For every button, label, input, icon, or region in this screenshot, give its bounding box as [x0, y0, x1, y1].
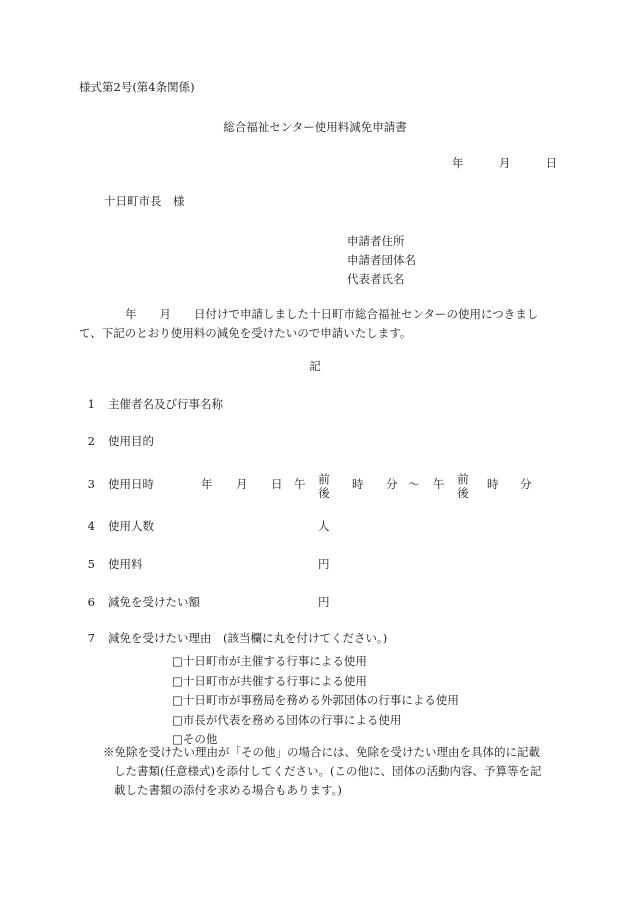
item-3-number: 3	[87, 477, 95, 491]
item-1-label: 主催者名及び行事名称	[108, 397, 223, 411]
item-2-label: 使用目的	[108, 434, 154, 448]
item-3-after-2: 後	[457, 486, 469, 500]
item-3-label: 使用日時	[108, 477, 154, 491]
note-line-3: 載した書類の添付を求める場合もあります。)	[114, 783, 342, 797]
note-block	[103, 743, 541, 800]
item-3-tilde: ～	[408, 477, 420, 491]
note-line-2: した書類(任意様式)を添付してください。(この他に、団体の活動内容、予算等を記	[114, 764, 542, 778]
item-7-number: 7	[87, 631, 95, 645]
item-3-day: 日	[271, 477, 283, 491]
note-line-1: ※免除を受けたい理由が「その他」の場合には、免除を受けたい理由を具体的に記載	[103, 745, 540, 759]
item-2-number: 2	[87, 434, 95, 448]
body-paragraph	[79, 305, 554, 343]
item-3-before-2: 前	[457, 472, 469, 486]
reason-checkbox-list	[172, 652, 459, 750]
item-3-before-after-1	[316, 472, 332, 500]
item-6-number: 6	[87, 595, 95, 609]
item-3-after-1: 後	[318, 486, 330, 500]
applicant-block	[347, 232, 416, 289]
body-text: 年 月 日付けで申請しました十日町市総合福祉センターの使用につきまして、下記のとおり使用料の減免を受けたいので申請いたします。	[79, 307, 539, 340]
ki-heading: 記	[309, 359, 321, 373]
form-number: 様式第2号(第4条関係)	[79, 80, 195, 94]
item-5-unit: 円	[318, 557, 330, 571]
item-3-ampm-2: 午	[433, 477, 445, 491]
item-3-hour-2: 時	[487, 477, 499, 491]
item-3-minute-1: 分	[386, 477, 398, 491]
applicant-group-label: 申請者団体名	[347, 253, 416, 267]
date-day: 日	[545, 156, 558, 170]
item-3-before-1: 前	[318, 472, 330, 486]
reason-checkbox-item[interactable]: □市長が代表を務める団体の行事による使用	[172, 712, 402, 727]
item-7-label: 減免を受けたい理由 (該当欄に丸を付けてください。)	[108, 631, 388, 645]
applicant-representative-label: 代表者氏名	[347, 272, 405, 286]
applicant-address-label: 申請者住所	[347, 234, 405, 248]
reason-checkbox-item[interactable]: □その他	[172, 732, 218, 747]
item-5-label: 使用料	[108, 557, 143, 571]
reason-checkbox-item[interactable]: □十日町市が共催する行事による使用	[172, 673, 367, 688]
document-title: 総合福祉センター使用料減免申請書	[223, 120, 407, 134]
item-6-label: 減免を受けたい額	[108, 595, 200, 609]
item-4-label: 使用人数	[108, 519, 154, 533]
date-year: 年	[452, 156, 464, 170]
item-5-number: 5	[87, 557, 95, 571]
item-3-ampm-1: 午	[294, 477, 306, 491]
item-3-year: 年	[201, 477, 213, 491]
reason-checkbox-item[interactable]: □十日町市が事務局を務める外郭団体の行事による使用	[172, 693, 459, 708]
item-4-number: 4	[87, 519, 95, 533]
item-3-minute-2: 分	[520, 477, 532, 491]
item-1-number: 1	[87, 397, 95, 411]
reason-checkbox-item[interactable]: □十日町市が主催する行事による使用	[172, 654, 367, 668]
item-4-unit: 人	[318, 519, 330, 533]
addressee: 十日町市長 様	[104, 194, 185, 208]
item-3-hour-1: 時	[352, 477, 364, 491]
item-3-month: 月	[236, 477, 248, 491]
date-month: 月	[498, 156, 511, 170]
date-line	[452, 158, 557, 170]
item-3-before-after-2	[455, 472, 471, 500]
item-6-unit: 円	[318, 595, 330, 609]
